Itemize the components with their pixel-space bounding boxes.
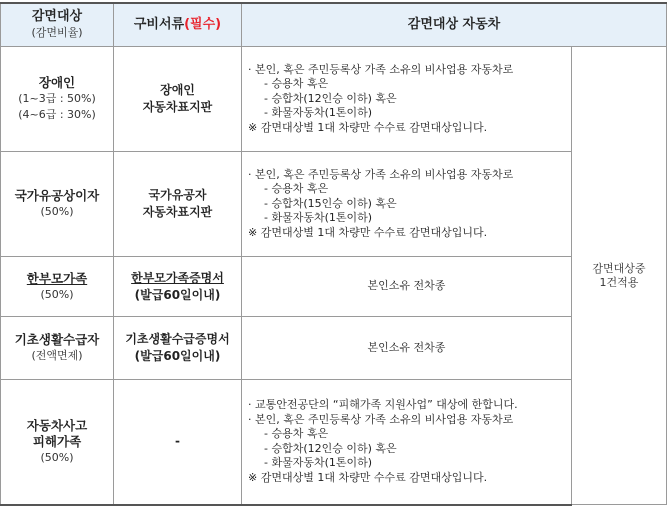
vehicle-cell <box>242 317 572 380</box>
vehicle-cell <box>242 257 572 317</box>
table-row <box>1 257 667 317</box>
header-vehicles-title: 감면대상 자동차 <box>407 17 501 32</box>
target-cell <box>1 380 114 505</box>
header-documents-title: 구비서류 <box>133 17 185 32</box>
document-cell <box>114 152 242 257</box>
vehicle-cell <box>242 152 572 257</box>
vehicle-line: - 승용차 혹은 <box>264 77 329 91</box>
header-target-sub: (감면비율) <box>31 26 83 39</box>
vehicle-cell <box>242 380 572 505</box>
vehicle-line: - 화물자동차(1톤이하) <box>264 456 373 470</box>
header-vehicles <box>242 3 667 47</box>
document-line: 자동차표지판 <box>142 205 213 219</box>
document-line: (발급60일이내) <box>134 287 221 302</box>
document-cell <box>114 47 242 152</box>
header-documents-required: (필수) <box>184 17 222 32</box>
vehicle-cell <box>242 47 572 152</box>
target-cell <box>1 317 114 380</box>
rate-line: (50%) <box>40 450 74 464</box>
note-line: 1건적용 <box>599 275 639 289</box>
target-label: 피해가족 <box>32 433 82 449</box>
rate-line: (4~6급 : 30%) <box>18 108 96 121</box>
vehicle-text: 본인소유 전차종 <box>367 279 446 293</box>
vehicle-line: · 본인, 혹은 주민등록상 가족 소유의 비사업용 자동차로 <box>248 412 514 426</box>
target-cell <box>1 257 114 317</box>
vehicle-line: · 교통안전공단의 “피해가족 지원사업” 대상에 한합니다. <box>248 398 518 412</box>
vehicle-note: ※ 감면대상별 1대 차량만 수수료 감면대상입니다. <box>248 225 488 239</box>
vehicle-line: - 화물자동차(1톤이하) <box>264 106 373 120</box>
vehicle-text: 본인소유 전차종 <box>367 340 446 354</box>
rate-line: (1~3급 : 50%) <box>18 92 96 105</box>
table-row <box>1 47 667 152</box>
target-label: 자동차사고 <box>26 417 88 433</box>
table-row <box>1 317 667 380</box>
target-label: 국가유공상이자 <box>14 188 100 203</box>
vehicle-line: - 화물자동차(1톤이하) <box>264 211 373 225</box>
vehicle-line: · 본인, 혹은 주민등록상 가족 소유의 비사업용 자동차로 <box>248 62 514 76</box>
header-target <box>1 3 114 47</box>
target-label: 장애인 <box>38 75 76 90</box>
document-cell <box>114 380 242 505</box>
document-cell <box>114 317 242 380</box>
header-target-title: 감면대상 <box>31 9 83 24</box>
target-cell <box>1 47 114 152</box>
document-line: (발급60일이내) <box>134 349 221 363</box>
vehicle-note: ※ 감면대상별 1대 차량만 수수료 감면대상입니다. <box>248 120 488 134</box>
rate-line: (50%) <box>40 287 74 301</box>
document-line: 기초생활수급증명서 <box>125 332 230 346</box>
vehicle-line: · 본인, 혹은 주민등록상 가족 소유의 비사업용 자동차로 <box>248 167 514 181</box>
document-line: 국가유공자 <box>148 188 207 202</box>
vehicle-note: ※ 감면대상별 1대 차량만 수수료 감면대상입니다. <box>248 470 488 484</box>
header-documents <box>114 3 242 47</box>
document-cell <box>114 257 242 317</box>
vehicle-line: - 승합차(12인승 이하) 혹은 <box>264 441 397 455</box>
reduction-table <box>0 2 667 506</box>
target-label: 기초생활수급자 <box>14 332 100 347</box>
vehicle-line: - 승용차 혹은 <box>264 427 329 441</box>
document-line: - <box>175 434 180 449</box>
table-row <box>1 152 667 257</box>
table-row <box>1 380 667 505</box>
document-line: 자동차표지판 <box>142 100 213 114</box>
note-cell <box>572 47 667 505</box>
vehicle-line: - 승합차(15인승 이하) 혹은 <box>264 196 397 210</box>
target-label: 한부모가족 <box>26 270 88 286</box>
table-header-row <box>1 3 667 47</box>
vehicle-line: - 승합차(12인승 이하) 혹은 <box>264 91 397 105</box>
target-cell <box>1 152 114 257</box>
note-line: 감면대상중 <box>592 261 646 275</box>
document-line: 한부모가족증명서 <box>131 270 224 285</box>
rate-line: (전액면제) <box>31 349 83 362</box>
rate-line: (50%) <box>40 205 74 218</box>
document-line: 장애인 <box>160 83 195 97</box>
vehicle-line: - 승용차 혹은 <box>264 182 329 196</box>
